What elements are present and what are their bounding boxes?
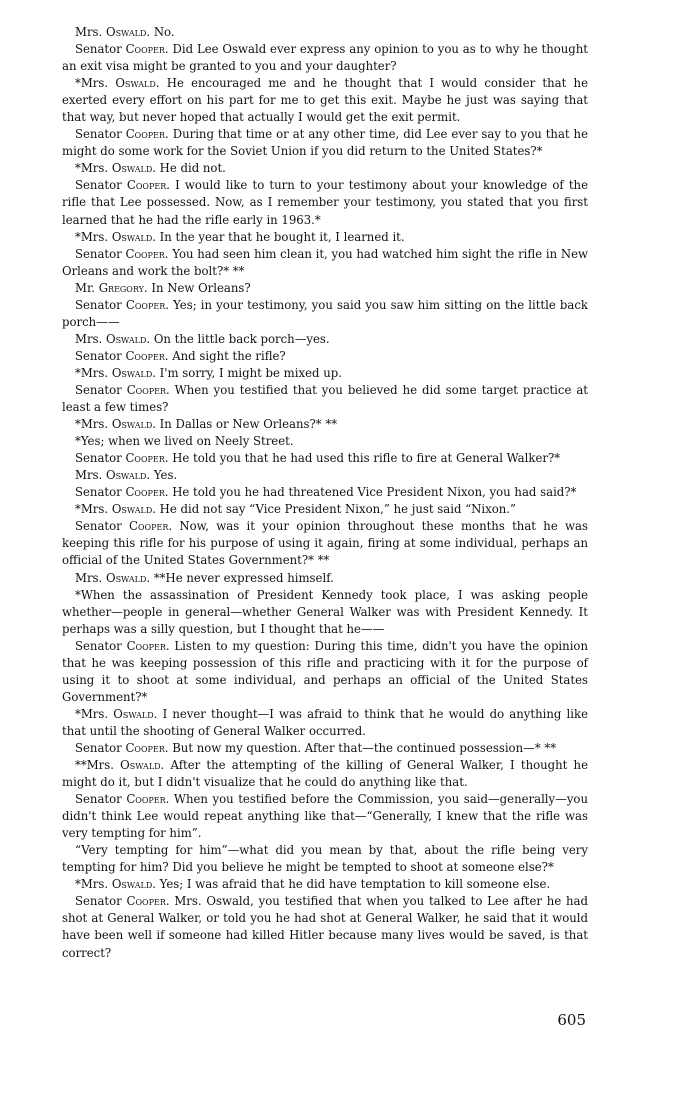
speaker-title: Senator: [75, 894, 122, 909]
paragraph-text: On the little back porch—yes.: [150, 331, 330, 346]
transcript-paragraph: [62, 501, 588, 518]
speaker-name: Cooper.: [129, 519, 173, 534]
speaker-title: Senator: [75, 792, 122, 807]
asterisk-marker: *: [75, 877, 81, 892]
paragraph-text: **He never expressed himself.: [150, 570, 334, 585]
paragraph-text: Listen to my question: During this time, didn't you have the opinion that he was keeping possession of this rifle and practicing with it for the purpose of using it to shoot at some individual, and perhaps an official of the United States Government?*: [62, 638, 588, 704]
speaker-name: Oswald.: [106, 25, 151, 39]
paragraph-text: *Yes; when we lived on Neely Street.: [75, 434, 294, 449]
speaker-title: Mrs.: [80, 502, 109, 517]
transcript-paragraph: [62, 570, 588, 587]
transcript-paragraph: [62, 229, 588, 246]
speaker-title: Senator: [75, 178, 122, 193]
speaker-name: Oswald.: [111, 229, 156, 244]
paragraph-text: I never thought—I was afraid to think that he would do anything like that until the shooting of General Walker occurred.: [62, 706, 588, 738]
speaker-title: Senator: [75, 519, 122, 534]
transcript-paragraph: [62, 518, 588, 569]
speaker-name: Cooper.: [125, 42, 169, 57]
transcript-paragraph: [62, 297, 588, 331]
speaker-title: Mrs.: [80, 877, 109, 892]
speaker-title: Senator: [75, 127, 122, 142]
transcript-paragraph: [62, 706, 588, 740]
asterisk-marker: *: [75, 502, 81, 517]
speaker-name: Cooper.: [126, 178, 170, 193]
speaker-name: Cooper.: [125, 740, 169, 755]
speaker-title: Mrs.: [80, 76, 109, 91]
speaker-name: Oswald.: [111, 502, 156, 517]
transcript-paragraph: [62, 876, 588, 893]
transcript-paragraph: [62, 740, 588, 757]
paragraph-text: *When the assassination of President Kennedy took place, I was asking people whether—people in general—whether General Walker was with President Kennedy. It perhaps was a silly question, but I thought that he——: [62, 587, 588, 636]
speaker-name: Oswald.: [111, 417, 156, 432]
speaker-title: Mrs.: [75, 570, 103, 585]
paragraph-text: When you testified that you believed he did some target practice at least a few times?: [62, 382, 588, 415]
speaker-title: Mrs.: [75, 331, 103, 346]
asterisk-marker: *: [75, 417, 81, 432]
speaker-title: Senator: [75, 348, 122, 363]
testimony-transcript: [62, 24, 588, 962]
paragraph-text: I would like to turn to your testimony about your knowledge of the rifle that Lee possessed. Now, as I remember your testimony, you stated that you first learned that he had the rifle early in 1963.*: [62, 178, 588, 227]
speaker-name: Cooper.: [125, 348, 169, 363]
transcript-paragraph: [62, 416, 588, 433]
transcript-paragraph: [62, 177, 588, 228]
paragraph-text: I'm sorry, I might be mixed up.: [155, 365, 342, 380]
speaker-title: Senator: [75, 246, 122, 261]
paragraph-text: Mrs. Oswald, you testified that when you talked to Lee after he had shot at General Walker, or told you he had shot at General Walker, he said that it would have been well if someone had killed Hitler because many lives would be saved, is that correct?: [62, 894, 588, 960]
speaker-title: Mrs.: [80, 417, 109, 432]
paragraph-text: You had seen him clean it, you had watched him sight the rifle in New Orleans and work the bolt?* **: [62, 246, 589, 278]
transcript-paragraph: [62, 280, 588, 297]
paragraph-text: He did not say “Vice President Nixon,” he just said “Nixon.”: [155, 502, 516, 517]
speaker-name: Oswald.: [120, 758, 165, 773]
transcript-paragraph: [62, 893, 588, 961]
speaker-name: Cooper.: [126, 792, 170, 807]
speaker-title: Mrs.: [75, 468, 103, 483]
paragraph-text: Yes; in your testimony, you said you saw him sitting on the little back porch——: [62, 297, 589, 329]
speaker-title: Senator: [75, 638, 122, 653]
paragraph-text: And sight the rifle?: [168, 348, 286, 363]
speaker-title: Mrs.: [86, 758, 114, 773]
paragraph-text: He did not.: [155, 161, 226, 176]
paragraph-text: “Very tempting for him”—what did you mean by that, about the rifle being very tempting for him? Did you believe he might be tempted to shoot at someone else?*: [62, 843, 588, 875]
paragraph-text: He told you he had threatened Vice President Nixon, you had said?*: [168, 485, 577, 500]
speaker-title: Mrs.: [80, 706, 109, 721]
speaker-title: Senator: [75, 297, 122, 312]
paragraph-text: During that time or at any other time, did Lee ever say to you that he might do some work for the Soviet Union if you did return to the United States?*: [62, 127, 589, 159]
speaker-title: Senator: [75, 451, 122, 466]
paragraph-text: In New Orleans?: [147, 280, 251, 295]
speaker-name: Cooper.: [125, 246, 169, 261]
speaker-title: Senator: [75, 382, 122, 397]
paragraph-text: But now my question. After that—the continued possession—* **: [168, 740, 557, 755]
speaker-name: Cooper.: [126, 894, 170, 909]
transcript-paragraph: [62, 75, 588, 126]
asterisk-marker: *: [75, 161, 81, 176]
paragraph-text: Now, was it your opinion throughout these months that he was keeping this rifle for his purpose of using it again, firing at some individual, perhaps an official of the United States Government?* **: [62, 519, 588, 568]
paragraph-text: Yes; I was afraid that he did have temptation to kill someone else.: [155, 877, 551, 892]
speaker-title: Senator: [75, 42, 122, 57]
paragraph-text: Yes.: [150, 468, 178, 483]
speaker-name: Gregory.: [98, 280, 148, 295]
asterisk-marker: *: [75, 229, 81, 244]
transcript-paragraph: [62, 41, 588, 75]
speaker-name: Oswald.: [113, 706, 158, 721]
paragraph-text: Did Lee Oswald ever express any opinion to you as to why he thought an exit visa might be granted to you and your daughter?: [62, 42, 588, 74]
asterisk-marker: **: [75, 758, 87, 773]
speaker-title: Mr.: [75, 280, 95, 295]
transcript-paragraph: [62, 587, 588, 638]
paragraph-text: No.: [150, 25, 175, 39]
transcript-paragraph: [62, 126, 588, 160]
speaker-name: Oswald.: [111, 365, 156, 380]
transcript-paragraph: [62, 331, 588, 348]
speaker-name: Oswald.: [106, 331, 151, 346]
speaker-title: Mrs.: [80, 161, 109, 176]
speaker-name: Oswald.: [111, 877, 156, 892]
speaker-title: Mrs.: [80, 229, 109, 244]
transcript-paragraph: [62, 246, 588, 280]
transcript-paragraph: [62, 450, 588, 467]
transcript-paragraph: [62, 791, 588, 842]
paragraph-text: He encouraged me and he thought that I would consider that he exerted every effort on his part for me to get this exit. Maybe he just was saying that that way, but never hoped that actually I would get the exit permit.: [62, 76, 588, 125]
transcript-paragraph: [62, 467, 588, 484]
speaker-title: Senator: [75, 485, 122, 500]
page-number: 605: [557, 1011, 586, 1029]
transcript-paragraph: [62, 433, 588, 450]
speaker-title: Mrs.: [80, 365, 109, 380]
speaker-name: Cooper.: [125, 485, 169, 500]
speaker-name: Oswald.: [115, 76, 160, 91]
speaker-name: Cooper.: [125, 451, 169, 466]
paragraph-text: After the attempting of the killing of General Walker, I thought he might do it, but I didn't visualize that he could do anything like that.: [62, 758, 589, 790]
speaker-name: Cooper.: [126, 638, 170, 653]
speaker-name: Cooper.: [125, 297, 169, 312]
transcript-paragraph: [62, 160, 588, 177]
paragraph-text: In Dallas or New Orleans?* **: [155, 417, 338, 432]
transcript-paragraph: [62, 382, 588, 416]
speaker-name: Oswald.: [106, 570, 151, 585]
speaker-name: Oswald.: [111, 161, 156, 176]
transcript-paragraph: [62, 842, 588, 876]
paragraph-text: He told you that he had used this rifle to fire at General Walker?*: [168, 451, 561, 466]
asterisk-marker: *: [75, 365, 81, 380]
transcript-paragraph: [62, 638, 588, 706]
speaker-name: Cooper.: [125, 127, 169, 142]
speaker-name: Oswald.: [106, 468, 151, 483]
asterisk-marker: *: [75, 76, 81, 91]
transcript-paragraph: [62, 484, 588, 501]
paragraph-text: In the year that he bought it, I learned it.: [155, 229, 405, 244]
speaker-title: Mrs.: [75, 25, 103, 39]
paragraph-text: When you testified before the Commission, you said—generally—you didn't think Lee would repeat anything like that—“Generally, I knew that the rifle was very tempting for him”.: [62, 792, 588, 841]
asterisk-marker: *: [75, 706, 81, 721]
transcript-paragraph: [62, 365, 588, 382]
transcript-paragraph: [62, 348, 588, 365]
transcript-paragraph: [62, 757, 588, 791]
speaker-name: Cooper.: [126, 382, 170, 397]
transcript-paragraph: [62, 24, 588, 41]
speaker-title: Senator: [75, 740, 122, 755]
